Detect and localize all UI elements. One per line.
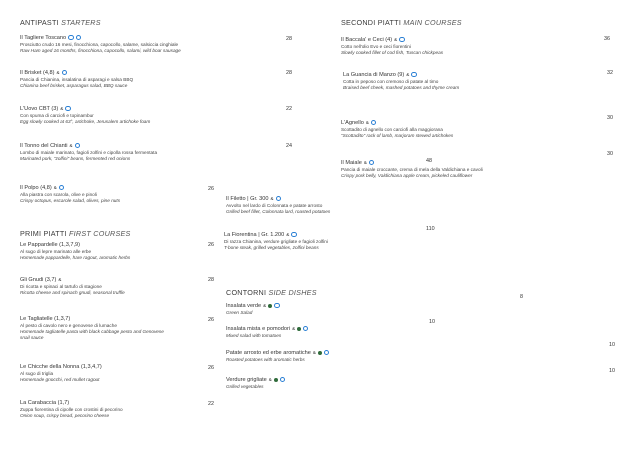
item-desc: Prosciutto crudo 16 mesi, finocchiona, capocollo, salame, salsiccia cinghiale — [20, 42, 179, 48]
item-name: La Fiorentina | Gr. 1.200 & — [224, 232, 328, 239]
item-name: Il Baccala' e Ceci (4) & — [341, 37, 443, 44]
item-name: L'Uovo CBT (3) & — [20, 106, 150, 113]
gluten-free-icon — [274, 303, 279, 308]
menu-item — [20, 242, 130, 261]
allergen-icon: & — [69, 142, 73, 148]
item-desc-en: Homemade pappardelle, hare ragout, aromatic herbs — [20, 254, 131, 260]
menu-item — [20, 70, 133, 89]
menu-item — [224, 232, 328, 251]
gluten-free-icon — [369, 160, 374, 165]
item-desc-en: T-bone steak, grilled vegetables, zolfini beans — [224, 244, 319, 250]
item-price: 28 — [286, 70, 292, 76]
gluten-free-icon — [280, 377, 285, 382]
item-price: 26 — [208, 242, 214, 248]
item-desc: Con spuma di carciofi e topinambur — [20, 113, 94, 119]
item-name: Gli Gnudi (3,7) & — [20, 276, 62, 283]
gluten-free-icon — [303, 326, 308, 331]
item-desc-en: Chianina beef brisket, asparagus salad, BBQ sauce — [20, 82, 128, 88]
item-name: Il Tonno del Chianti & — [20, 143, 157, 150]
menu-item — [20, 400, 123, 419]
gluten-free-icon — [324, 350, 329, 355]
item-desc-en: Green Salad — [226, 310, 253, 316]
allergen-icon: & — [292, 325, 296, 331]
item-desc: Pancia di Chianina, insalatina di asparagi e salsa BBQ — [20, 77, 134, 83]
item-desc-en: Crispy pork belly, Valdichiana apple cream, pickeled cauliflower — [341, 172, 473, 178]
allergen-icon: & — [365, 119, 369, 125]
item-price: 28 — [286, 36, 292, 42]
item-name: Il Maiale & — [341, 160, 483, 167]
item-price: 30 — [607, 151, 613, 157]
item-price: 10 — [429, 319, 435, 325]
item-price: 36 — [604, 36, 610, 42]
item-desc: Al pesto di cavolo nero e genovese di lumache — [20, 323, 117, 328]
section-title-it: PRIMI PIATTI — [20, 229, 67, 238]
menu-item — [20, 277, 125, 296]
gluten-free-icon — [68, 35, 73, 40]
item-name: Patate arrosto ed erbe aromatiche & — [226, 350, 329, 357]
menu-item — [20, 364, 102, 383]
item-name: Il Filetto | Gr. 300 & — [226, 196, 330, 203]
item-desc-en: Onion soup, crispy bread, pecorino cheese — [20, 412, 110, 418]
item-name: Il Brisket (4,8) & — [20, 70, 133, 77]
leaf-icon — [297, 327, 301, 331]
allergen-icon: & — [270, 195, 274, 201]
item-desc-en: Braised beef cheek, mashed potatoes and thyme cream — [343, 84, 460, 90]
item-desc-en: Egg slowly cooked at 63°, artichoke, Jerusalem artichoke foam — [20, 118, 151, 124]
item-desc: Cotto nell'olio Evo e ceci fiorentini — [341, 44, 411, 50]
menu-item — [226, 196, 330, 215]
menu-item — [20, 316, 164, 340]
menu-item — [20, 143, 157, 162]
item-desc: Cotta in peposo con cremoso di patate al timo — [343, 79, 439, 85]
item-desc: Al sugo di lepre marinato alle erbe — [20, 249, 92, 254]
item-name: Le Chicche della Nonna (1,3,4,7) — [20, 364, 102, 370]
allergen-icon: & — [60, 105, 64, 111]
menu-item — [20, 106, 150, 125]
gluten-free-icon — [75, 143, 80, 148]
section-title-it: ANTIPASTI — [20, 18, 59, 27]
section-title-antipasti — [20, 18, 101, 27]
item-price: 110 — [426, 226, 435, 232]
allergen-icon: & — [363, 159, 367, 165]
section-title-contorni — [226, 288, 317, 297]
allergen-icon: & — [53, 184, 57, 190]
section-title-en: STARTERS — [61, 18, 101, 27]
allergen-icon: & — [394, 36, 398, 42]
item-desc-en: "Scottadito" rack of lamb, marjoram stewed artichokes — [341, 132, 454, 138]
gluten-free-icon — [65, 106, 70, 111]
menu-item — [20, 185, 120, 204]
section-title-secondi — [341, 18, 462, 27]
allergen-icon: & — [406, 71, 410, 77]
allergen-icon: & — [268, 376, 272, 382]
item-name: L'Agnello & — [341, 120, 453, 127]
section-title-it: CONTORNI — [226, 288, 267, 297]
item-desc: Scottadito di agnello con carciofi alla maggiorana — [341, 127, 443, 133]
menu-item — [226, 377, 285, 390]
item-desc: Lombo di maiale marinato, fagioli zolfini e cipolla rossa fermentata — [20, 150, 158, 156]
item-desc: Al sugo di triglia — [20, 371, 54, 376]
item-desc: Avvolto nel lardo di Colonnata e patate arrosto — [226, 203, 323, 209]
menu-item — [20, 35, 181, 54]
item-price: 26 — [208, 365, 214, 371]
gluten-free-icon — [399, 37, 404, 42]
menu-item — [226, 303, 280, 316]
item-name: Le Tagliatelle (1,3,7) — [20, 316, 71, 322]
section-title-en: SIDE DISHES — [268, 288, 317, 297]
item-name: Insalata mista e pomodori & — [226, 326, 308, 333]
item-name: Insalata verde & — [226, 303, 280, 310]
item-price: 48 — [426, 158, 432, 164]
menu-item — [341, 120, 453, 139]
item-name: Verdure grigliate & — [226, 377, 285, 384]
item-desc-en: Slowly cooked fillet of cod fish, Tuscan chickpeas — [341, 49, 444, 55]
section-title-en: FIRST COURSES — [69, 229, 131, 238]
item-desc-en: Grilled beef fillet, Colonnata lard, roasted potatoes — [226, 208, 331, 214]
leaf-icon — [268, 304, 272, 308]
lactose-free-icon — [76, 35, 81, 40]
item-price: 32 — [607, 70, 613, 76]
item-price: 26 — [208, 317, 214, 323]
gluten-free-icon — [62, 70, 67, 75]
item-desc-en: Raw Ham aged 16 months, finocchiona, capocollo, salami, wild boar sausage — [20, 47, 181, 53]
menu-item — [226, 326, 308, 339]
item-desc: Alla piastra con scarola, olive e pinoli — [20, 192, 97, 198]
item-desc: Pancia di maiale croccante, crema di mela della Valdichiana e cavoli — [341, 167, 483, 173]
item-desc-en: Homemade gnocchi, red mullet ragout — [20, 376, 100, 382]
item-desc: Di razza Chianina, verdure grigliate e fagioli zolfini — [224, 239, 328, 245]
item-desc-en: Mixed salad with tomatoes — [226, 333, 282, 339]
item-desc-en: Homemade tagliatelle pasta with black cabbage pesto and Genovese — [20, 328, 164, 334]
item-desc-en: Crispy octopus, escarole salad, olives, pine nuts — [20, 197, 121, 203]
item-name: Il Tagliere Toscano — [20, 35, 181, 42]
section-title-it: SECONDI PIATTI — [341, 18, 402, 27]
item-desc-en-cont: snail sauce — [20, 334, 44, 340]
item-price: 26 — [208, 186, 214, 192]
item-price: 28 — [208, 277, 214, 283]
menu-item — [226, 350, 329, 363]
allergen-icon: & — [56, 69, 60, 75]
menu-item — [343, 72, 459, 91]
item-name: La Carabaccia (1,7) — [20, 400, 70, 406]
leaf-icon — [318, 351, 322, 355]
item-name: Le Pappardelle (1,3,7,9) — [20, 242, 81, 248]
item-desc: Zuppa fiorentina di cipolle con crostini di pecorino — [20, 407, 123, 412]
item-price: 30 — [607, 115, 613, 121]
item-desc: Di ricotta e spinaci al tartufo di stagione — [20, 284, 102, 289]
item-price: 24 — [286, 143, 292, 149]
item-desc-en: Roasted potatoes with aromatic herbs — [226, 357, 305, 363]
gluten-free-icon — [411, 72, 416, 77]
item-desc-en: Ricotta cheese and spinach gnudi, seasonal truffle — [20, 289, 125, 295]
allergen-icon: & — [312, 349, 316, 355]
item-name: Il Polpo (4,8) & — [20, 185, 120, 192]
item-name: La Guancia di Manzo (9) & — [343, 72, 459, 79]
item-price: 10 — [609, 368, 615, 374]
menu-item — [341, 160, 483, 179]
gluten-free-icon — [291, 232, 296, 237]
allergen-icon: & — [58, 276, 62, 282]
item-price: 10 — [609, 342, 615, 348]
item-desc-en: Grilled vegetables — [226, 384, 264, 390]
gluten-free-icon — [276, 196, 281, 201]
item-desc-en: Marinated pork, "zolfini" beans, fermented red onions — [20, 155, 131, 161]
item-price: 8 — [520, 294, 523, 300]
item-price: 22 — [286, 106, 292, 112]
allergen-icon: & — [263, 302, 267, 308]
gluten-free-icon — [59, 185, 64, 190]
leaf-icon — [274, 378, 278, 382]
menu-item — [341, 37, 443, 56]
section-title-primi — [20, 229, 131, 238]
allergen-icon: & — [286, 231, 290, 237]
item-price: 22 — [208, 401, 214, 407]
section-title-en: MAIN COURSES — [403, 18, 462, 27]
gluten-free-icon — [371, 120, 376, 125]
